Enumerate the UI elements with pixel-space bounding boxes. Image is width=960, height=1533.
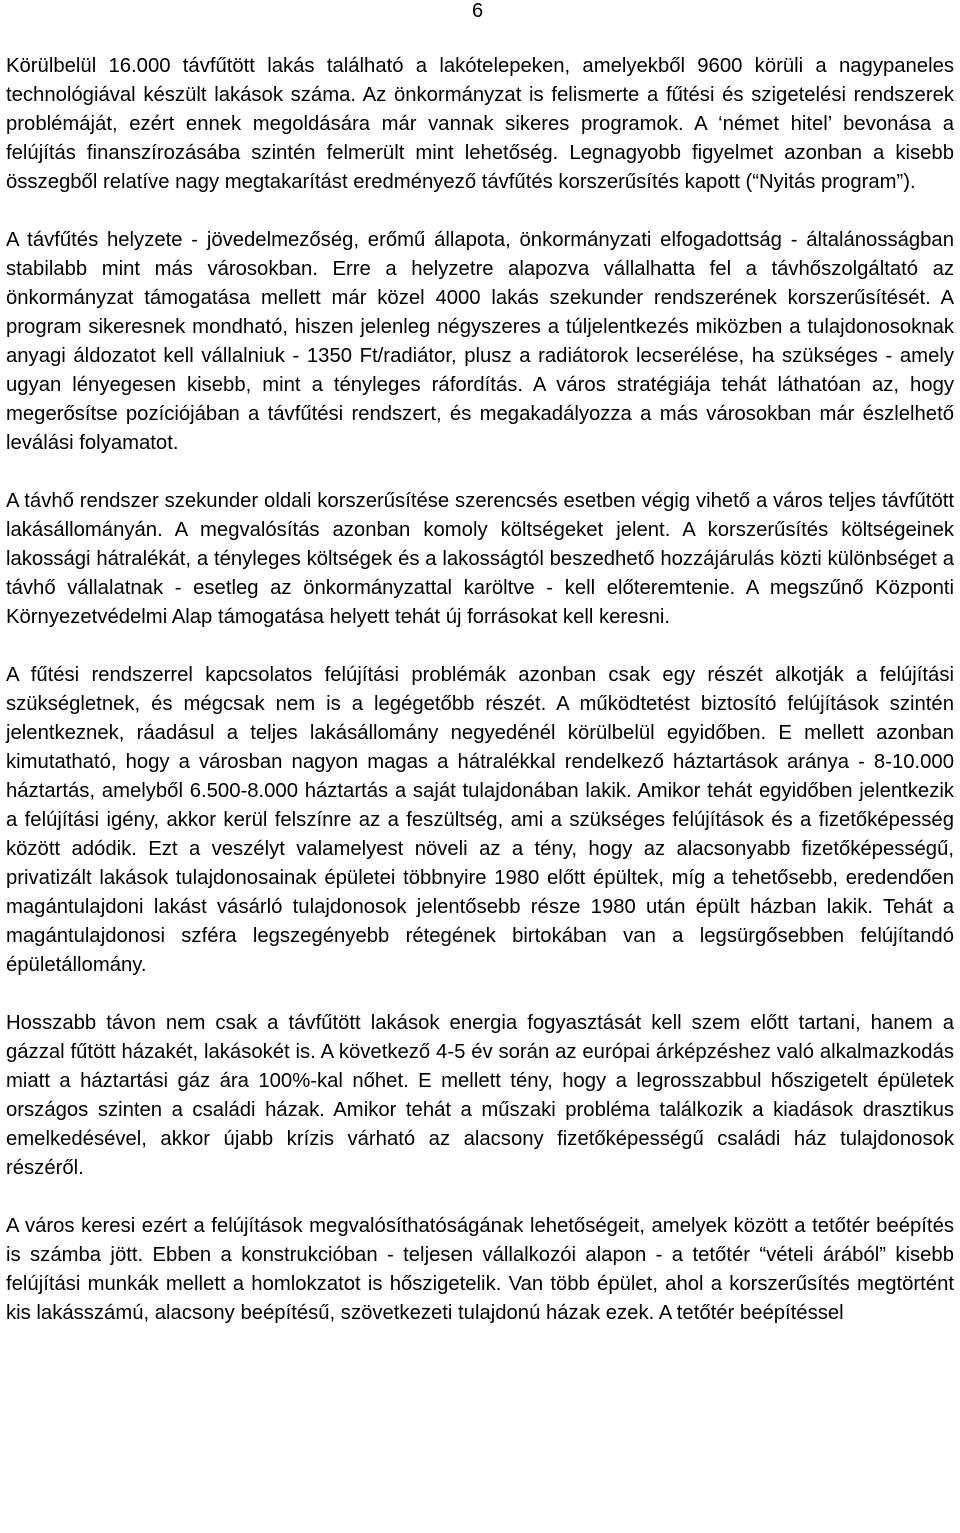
paragraph-district-heating-situation: A távfűtés helyzete - jövedelmezőség, erőmű állapota, önkormányzati elfogadottság - általánosságban stabilabb mint más városokban. Erre a helyzetre alapozva vállalhatta fel a távhőszolgáltató az önkormányzat támogatása mellett már közel 4000 lakás szekunder rendszerének korszerűsítését. A program sikeresnek mondható, hiszen jelenleg négyszeres a túljelentkezés miközben a tulajdonosoknak anyagi áldozatot kell vállalniuk - 1350 Ft/radiátor, plusz a radiátorok lecserélése, ha szükséges - amely ugyan lényegesen kisebb, mint a tényleges ráfordítás. A város stratégiája tehát láthatóan az, hogy megerősítse pozíciójában a távfűtési rendszert, és megakadályozza a más városokban már észlelhető leválási folyamatot.	[6, 229, 954, 454]
paragraph-attic-conversion: A város keresi ezért a felújítások megvalósíthatóságának lehetőségeit, amelyek között a tetőtér beépítés is számba jött. Ebben a konstrukcióban - teljesen vállalkozói alapon - a tetőtér “vételi árából” kisebb felújítási munkák mellett a homlokzatot is hőszigetelik. Van több épület, ahol a korszerűsítés megtörtént kis lakásszámú, alacsony beépítésű, szövetkezeti tulajdonú házak ezek. A tetőtér beépítéssel	[6, 1215, 954, 1324]
paragraph-secondary-modernization: A távhő rendszer szekunder oldali korszerűsítése szerencsés esetben végig vihető a város teljes távfűtött lakásállományán. A megvalósítás azonban komoly költségeket jelent. A korszerűsítés költségeinek lakossági hátralékát, a tényleges költségek és a lakosságtól beszedhető hozzájárulás közti különbséget a távhő vállalatnak - esetleg az önkormányzattal karöltve - kell előteremtenie. A megszűnő Központi Környezetvédelmi Alap támogatása helyett tehát új forrásokat kell keresni.	[6, 490, 954, 628]
paragraph-renovation-needs: A fűtési rendszerrel kapcsolatos felújítási problémák azonban csak egy részét alkotják a felújítási szükségletnek, és mégcsak nem is a legégetőbb részét. A működtetést biztosító felújítások szintén jelentkeznek, ráadásul a teljes lakásállomány negyedénél körülbelül egyidőben. E mellett azonban kimutatható, hogy a városban nagyon magas a hátralékkal rendelkező háztartások aránya - 8-10.000 háztartás, amelyből 6.500-8.000 háztartás a saját tulajdonában lakik. Amikor tehát egyidőben jelentkezik a felújítási igény, akkor kerül felszínre az a feszültség, ami a szükséges felújítások és a fizetőképesség között adódik. Ezt a veszélyt valamelyest növeli az a tény, hogy az alacsonyabb fizetőképességű, privatizált lakások tulajdonosainak épületei többnyire 1980 előtt épültek, míg a tehetősebb, eredendően magántulajdoni lakást vásárló tulajdonosok jelentősebb része 1980 után épült házban lakik. Tehát a magántulajdonosi szféra legszegényebb rétegének birtokában van a legsürgősebben felújítandó épületállomány.	[6, 664, 954, 976]
document-body	[6, 52, 954, 1328]
paragraph-gas-heating: Hosszabb távon nem csak a távfűtött lakások energia fogyasztását kell szem előtt tartani, hanem a gázzal fűtött házakét, lakásokét is. A következő 4-5 év során az európai árképzéshez való alkalmazkodás miatt a háztartási gáz ára 100%-kal nőhet. E mellett tény, hogy a legrosszabbul hőszigetelt épületek országos szinten a családi házak. Amikor tehát a műszaki probléma találkozik a kiadások drasztikus emelkedésével, akkor újabb krízis várható az alacsony fizetőképességű családi ház tulajdonosok részéről.	[6, 1012, 954, 1179]
paragraph-district-heating-overview: Körülbelül 16.000 távfűtött lakás található a lakótelepeken, amelyekből 9600 körüli a nagypaneles technológiával készült lakások száma. Az önkormányzat is felismerte a fűtési és szigetelési rendszerek problémáját, ezért ennek megoldására már vannak sikeres programok. A ‘német hitel’ bevonása a felújítás finanszírozásába szintén felmerült mint lehetőség. Legnagyobb figyelmet azonban a kisebb összegből relatíve nagy megtakarítást eredményező távfűtés korszerűsítés kapott (“Nyitás program”).	[6, 55, 954, 193]
page-number: 6	[472, 0, 484, 22]
